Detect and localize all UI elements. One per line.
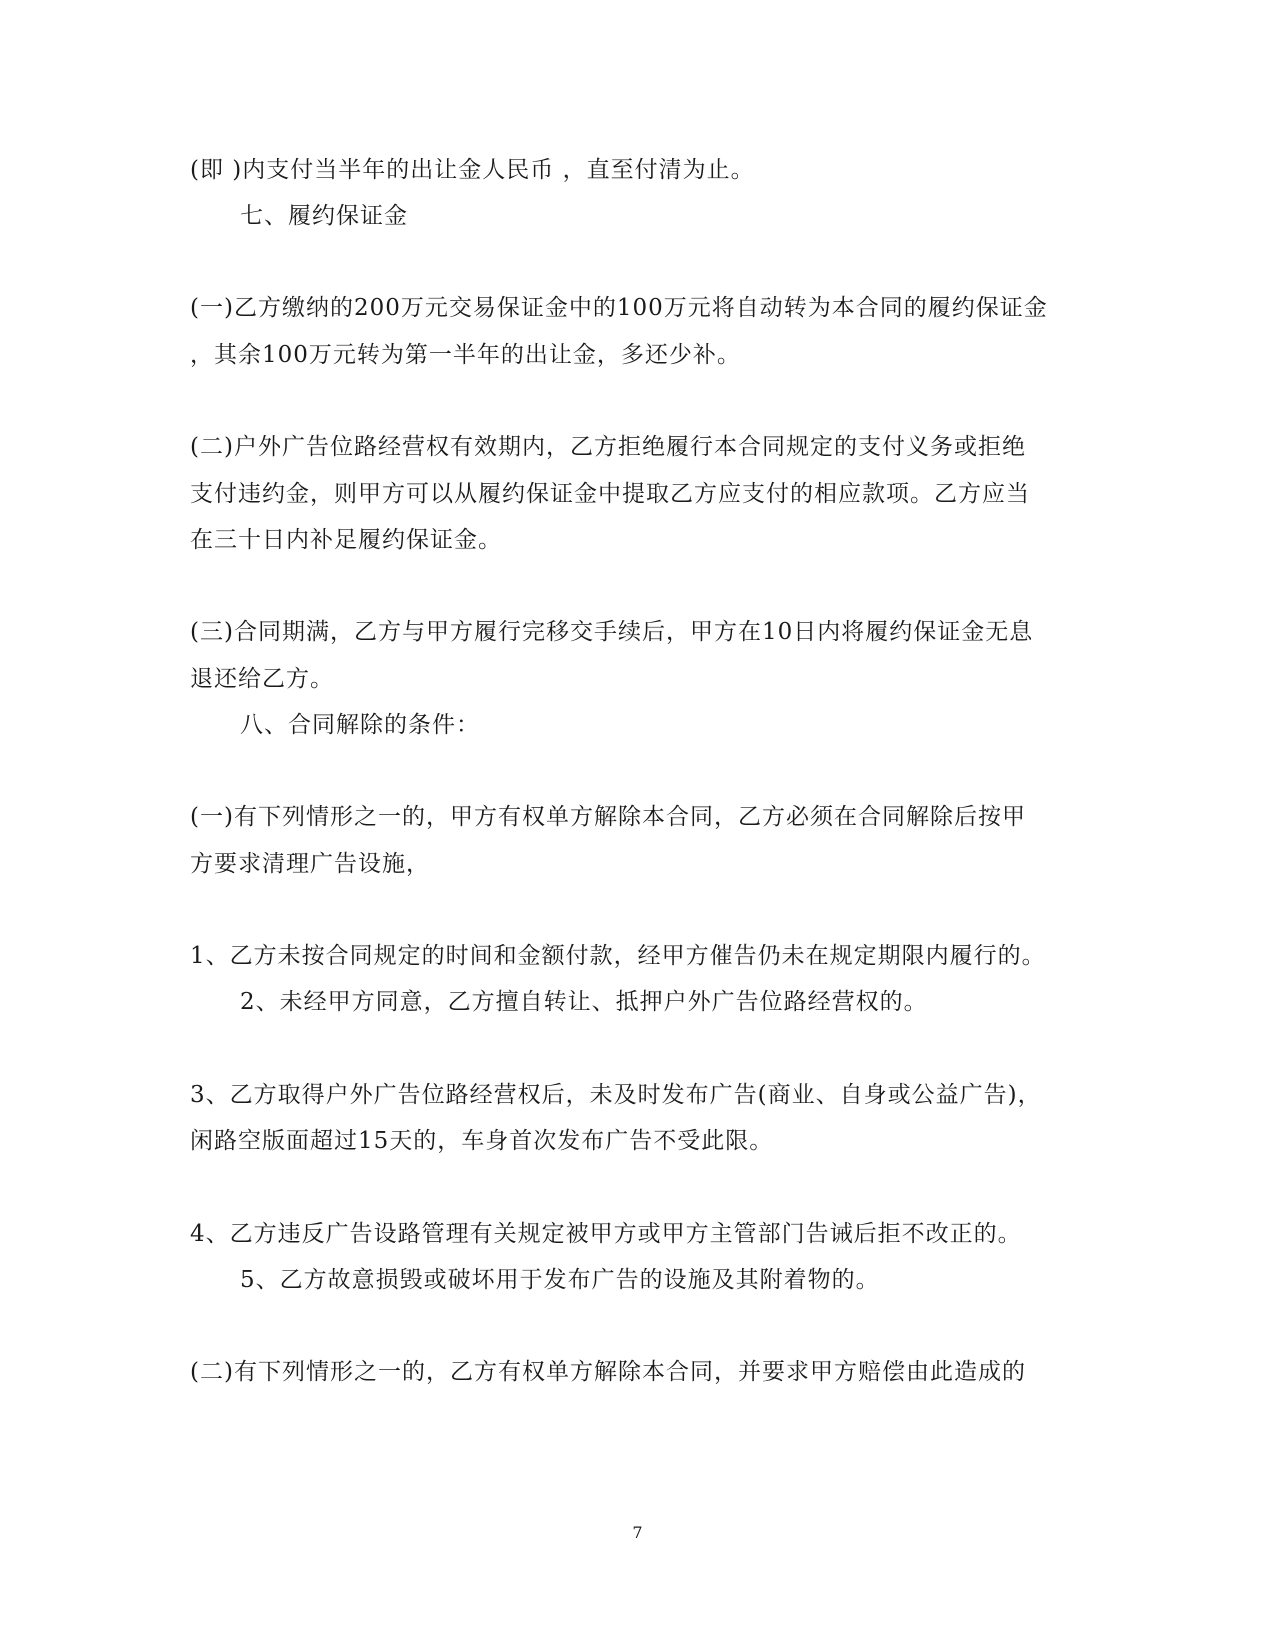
text-line: 在三十日内补足履约保证金。 [190,527,502,553]
text-line: ，其余100万元转为第一半年的出让金，多还少补。 [190,342,741,368]
list-item: 3、乙方取得户外广告位路经营权后，未及时发布广告(商业、自身或公益广告)， [190,1082,1042,1108]
section-heading: 七、履约保证金 [240,203,408,229]
text-line: (即 )内支付当半年的出让金人民币 ，直至付清为止。 [190,157,755,183]
text-line: (二)户外广告位路经营权有效期内，乙方拒绝履行本合同规定的支付义务或拒绝 [190,434,1026,460]
text-line: (一)乙方缴纳的200万元交易保证金中的100万元将自动转为本合同的履约保证金 [190,295,1048,321]
list-item: 4、乙方违反广告设路管理有关规定被甲方或甲方主管部门告诫后拒不改正的。 [190,1221,1022,1247]
text-line: 退还给乙方。 [190,666,334,692]
list-item: 2、未经甲方同意，乙方擅自转让、抵押户外广告位路经营权的。 [240,989,928,1015]
list-item: 1、乙方未按合同规定的时间和金额付款，经甲方催告仍未在规定期限内履行的。 [190,943,1046,969]
section-heading: 八、合同解除的条件： [240,712,480,738]
text-line: (一)有下列情形之一的，甲方有权单方解除本合同，乙方必须在合同解除后按甲 [190,804,1026,830]
text-line: 方要求清理广告设施， [190,851,430,877]
text-line: (三)合同期满，乙方与甲方履行完移交手续后，甲方在10日内将履约保证金无息 [190,619,1034,645]
page-number: 7 [632,1523,643,1542]
text-line: 支付违约金，则甲方可以从履约保证金中提取乙方应支付的相应款项。乙方应当 [190,481,1030,507]
text-line: (二)有下列情形之一的，乙方有权单方解除本合同，并要求甲方赔偿由此造成的 [190,1359,1026,1385]
list-item: 5、乙方故意损毁或破坏用于发布广告的设施及其附着物的。 [240,1267,880,1293]
text-line: 闲路空版面超过15天的，车身首次发布广告不受此限。 [190,1128,774,1154]
